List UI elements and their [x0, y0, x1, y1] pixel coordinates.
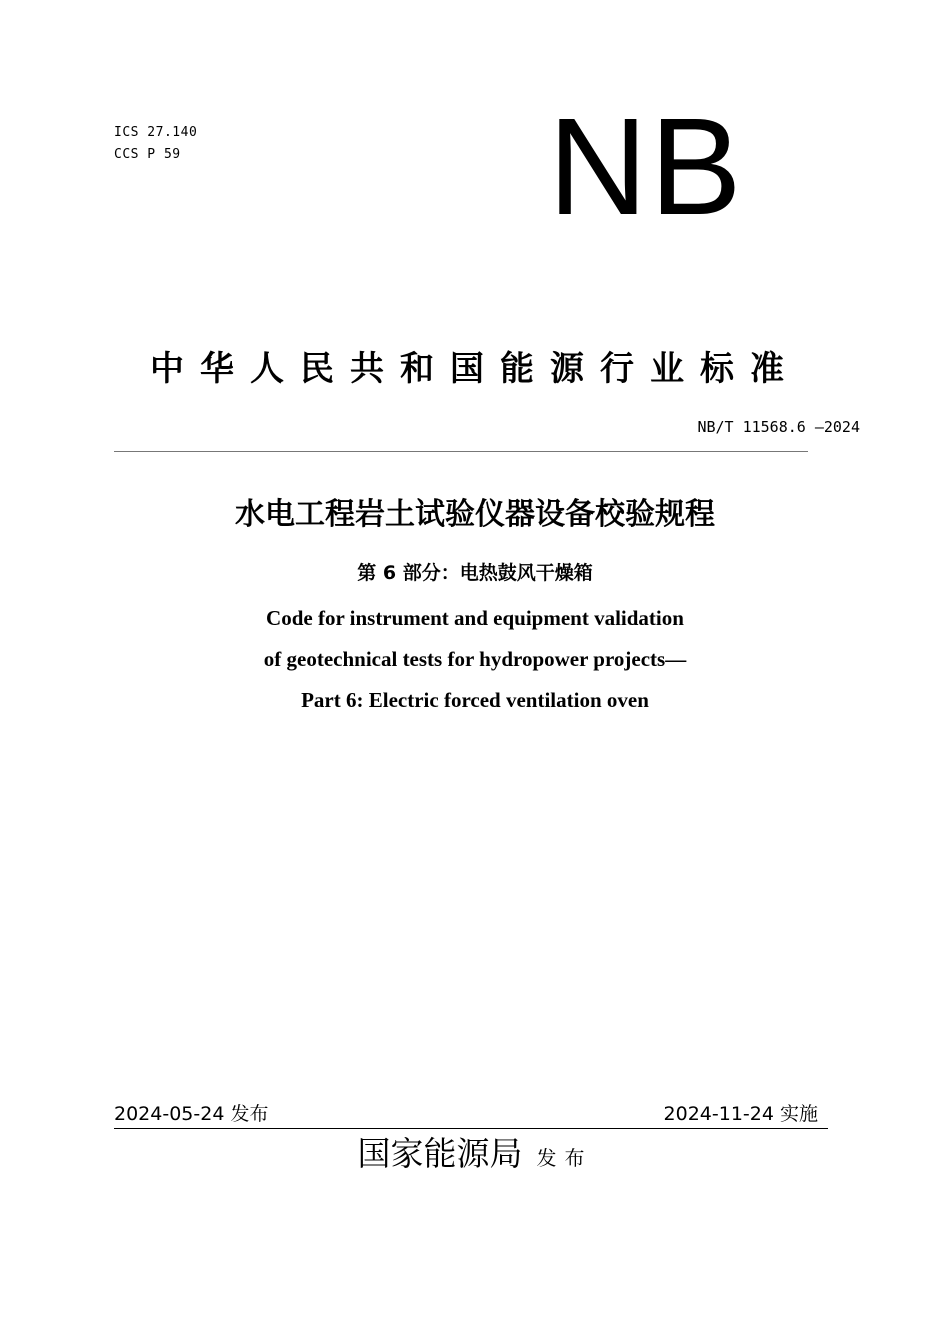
ccs-code: CCS P 59 — [114, 147, 181, 162]
nb-logo: NB — [548, 90, 744, 244]
publisher: 国家能源局 — [357, 1134, 523, 1173]
standard-category: 中华人民共和国能源行业标准 — [150, 349, 800, 389]
header-divider — [114, 451, 808, 452]
english-title — [0, 598, 950, 721]
publish-date: 2024-05-24 发布 — [114, 1103, 269, 1125]
effective-date: 2024-11-24 实施 — [663, 1103, 818, 1125]
classification-codes — [114, 122, 197, 166]
english-title-line: Part 6: Electric forced ventilation oven — [301, 688, 649, 712]
standard-number: NB/T 11568.6 —2024 — [697, 418, 860, 436]
document-subtitle: 第 6 部分：电热鼓风干燥箱 — [357, 562, 593, 584]
date-row — [114, 1100, 828, 1129]
document-title: 水电工程岩土试验仪器设备校验规程 — [235, 497, 715, 532]
ics-code: ICS 27.140 — [114, 125, 198, 140]
publisher-row — [0, 1130, 950, 1184]
publisher-action: 发布 — [536, 1146, 593, 1170]
english-title-line: of geotechnical tests for hydropower projects— — [263, 647, 687, 671]
english-title-line: Code for instrument and equipment validation — [266, 606, 684, 630]
